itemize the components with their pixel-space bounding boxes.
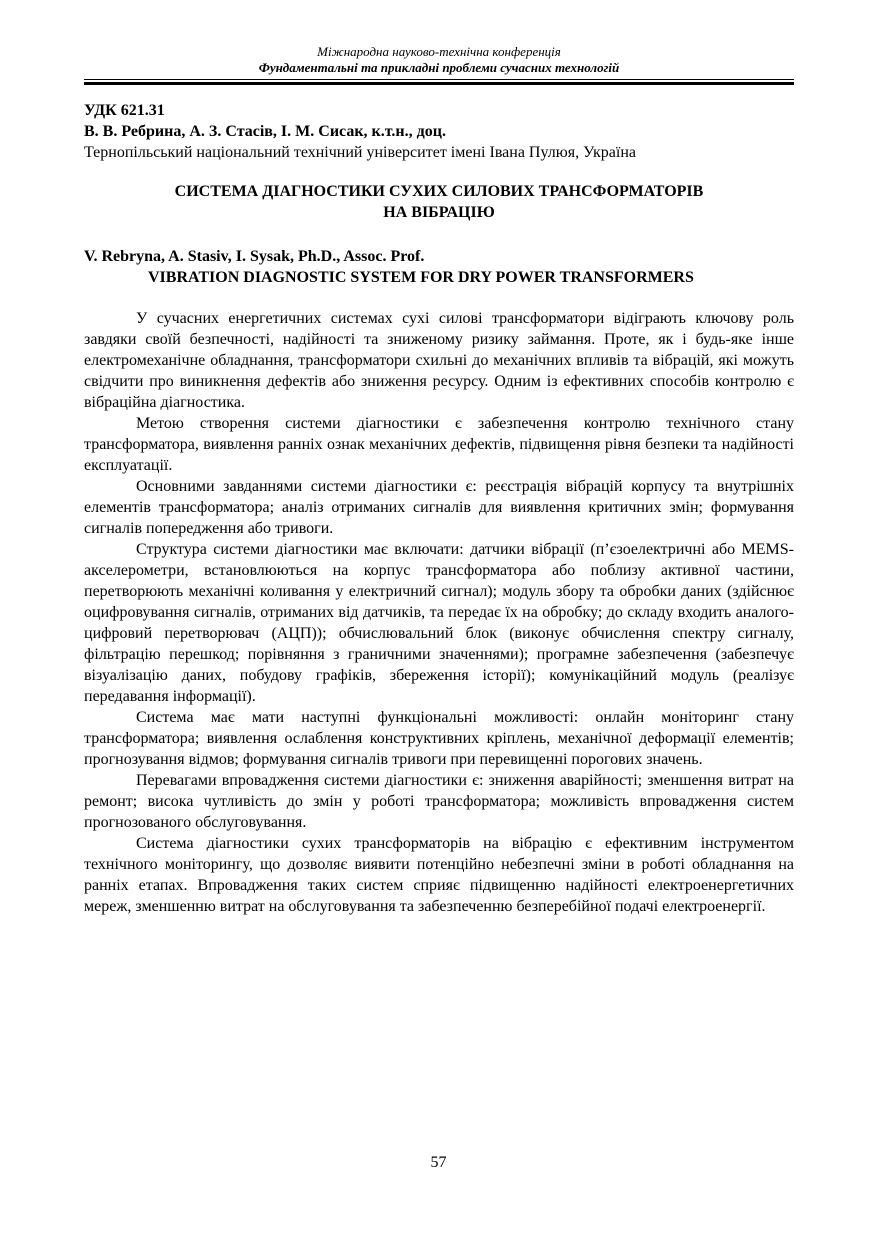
body-paragraph: Основними завданнями системи діагностики є: реєстрація вібрацій корпусу та внутрішніх елементів трансформатора; аналіз отриманих сигналів для виявлення критичних змін; формування сигналів попередження або тривоги.	[84, 478, 794, 537]
affiliation: Тернопільський національний технічний університет імені Івана Пулюя, Україна	[84, 144, 636, 161]
body-paragraph: Система діагностики сухих трансформаторів на вібрацію є ефективним інструментом технічного моніторингу, що дозволяє виявити потенційно небезпечні зміни в роботі обладнання на ранніх етапах. Впровадження таких систем сприяє підвищенню надійності електроенергетичних мереж, зменшенню витрат на обслуговування та забезпеченню безперебійної подачі електроенергії.	[84, 835, 794, 915]
article	[84, 100, 794, 917]
article-title-en: VIBRATION DIAGNOSTIC SYSTEM FOR DRY POWER TRANSFORMERS	[148, 269, 694, 286]
running-header	[84, 44, 794, 76]
article-title-ua	[84, 181, 794, 223]
article-body	[84, 308, 794, 917]
conference-name: Міжнародна науково-технічна конференція	[317, 44, 561, 59]
udk-code: УДК 621.31	[84, 102, 165, 119]
body-paragraph: У сучасних енергетичних системах сухі силові трансформатори відіграють ключову роль завдяки своїй безпечності, надійності та зниженому ризику займання. Проте, як і будь-яке інше електромеханічне обладнання, трансформатори схильні до механічних впливів та вібрацій, які можуть свідчити про виникнення дефектів або зниження ресурсу. Одним із ефективних способів контролю є вібраційна діагностика.	[84, 310, 794, 411]
conference-title: Фундаментальні та прикладні проблеми сучасних технологій	[258, 60, 620, 75]
header-rule-thick	[84, 82, 794, 85]
authors-en: V. Rebryna, A. Stasiv, I. Sysak, Ph.D., Assoc. Prof.	[84, 248, 425, 265]
authors-ua: В. В. Ребрина, А. З. Стасів, І. М. Сисак, к.т.н., доц.	[84, 123, 446, 140]
title-ua-line-2: НА ВІБРАЦІЮ	[383, 204, 495, 221]
header-rule-thin	[84, 79, 794, 80]
body-paragraph: Структура системи діагностики має включати: датчики вібрації (п’єзоелектричні або MEMS-акселерометри, встановлюються на корпус трансформатора або поблизу активної частини, перетворюють механічні коливання у електричний сигнал); модуль збору та обробки даних (здійснює оцифровування сигналів, отриманих від датчиків, та передає їх на обробку; до складу входить аналого-цифровий перетворювач (АЦП)); обчислювальний блок (виконує обчислення спектру сигналу, фільтрацію перешкод; порівняння з граничними значеннями); програмне забезпечення (забезпечує візуалізацію даних, побудову графіків, збереження історії); комунікаційний модуль (реалізує передавання інформації).	[84, 541, 794, 705]
page-number: 57	[430, 1154, 447, 1171]
body-paragraph: Метою створення системи діагностики є забезпечення контролю технічного стану трансформатора, виявлення ранніх ознак механічних дефектів, підвищення рівня безпеки та надійності експлуатації.	[84, 415, 794, 474]
body-paragraph: Перевагами впровадження системи діагностики є: зниження аварійності; зменшення витрат на ремонт; висока чутливість до змін у роботі трансформатора; можливість впровадження систем прогнозованого обслуговування.	[84, 772, 794, 831]
body-paragraph: Система має мати наступні функціональні можливості: онлайн моніторинг стану трансформатора; виявлення ослаблення конструктивних кріплень, механічної деформації елементів; прогнозування відмов; формування сигналів тривоги при перевищенні порогових значень.	[84, 709, 794, 768]
title-ua-line-1: СИСТЕМА ДІАГНОСТИКИ СУХИХ СИЛОВИХ ТРАНСФОРМАТОРІВ	[174, 183, 704, 200]
